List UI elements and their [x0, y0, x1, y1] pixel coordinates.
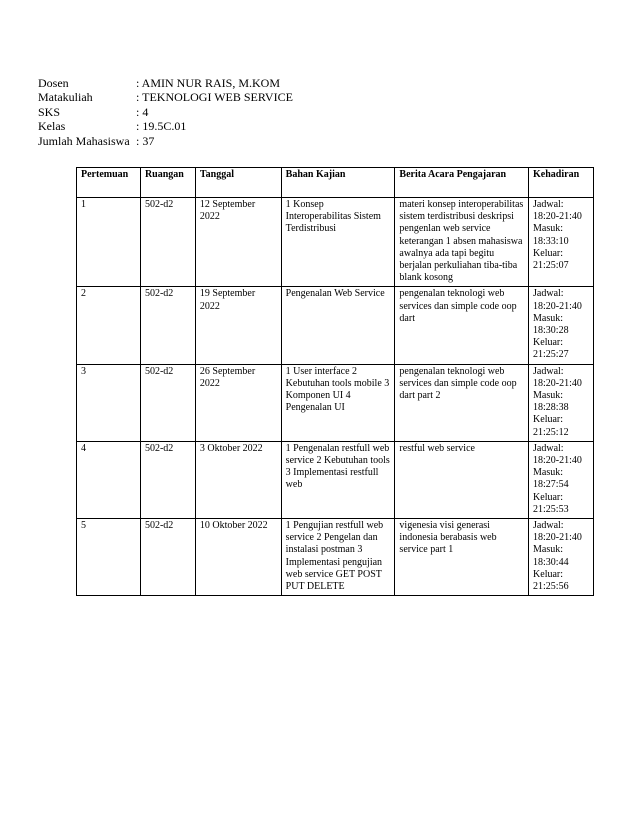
info-row-kelas — [38, 119, 293, 133]
cell-tanggal: 10 Oktober 2022 — [195, 519, 281, 596]
cell-ruangan: 502-d2 — [140, 519, 195, 596]
header-berita-acara: Berita Acara Pengajaran — [395, 168, 529, 198]
attendance-table — [76, 167, 594, 596]
table-row — [77, 364, 594, 441]
cell-berita-acara: pengenalan teknologi web services dan simple code oop dart part 2 — [395, 364, 529, 441]
cell-bahan-kajian: 1 User interface 2 Kebutuhan tools mobile 3 Komponen UI 4 Pengenalan UI — [281, 364, 395, 441]
cell-ruangan: 502-d2 — [140, 287, 195, 364]
table-header-row — [77, 168, 594, 198]
info-label: SKS — [38, 104, 61, 119]
cell-pertemuan: 1 — [77, 198, 141, 287]
info-label: Jumlah Mahasiswa — [38, 133, 130, 148]
info-row-sks — [38, 105, 293, 119]
cell-kehadiran: Jadwal: 18:20-21:40 Masuk: 18:33:10 Keluar: 21:25:07 — [529, 198, 594, 287]
table-row — [77, 519, 594, 596]
cell-ruangan: 502-d2 — [140, 198, 195, 287]
info-row-jumlah-mahasiswa — [38, 134, 293, 148]
info-label: Dosen — [38, 76, 69, 90]
cell-berita-acara: pengenalan teknologi web services dan simple code oop dart — [395, 287, 529, 364]
cell-bahan-kajian: 1 Pengenalan restfull web service 2 Kebutuhan tools 3 Implementasi restfull web — [281, 441, 395, 518]
cell-bahan-kajian: 1 Konsep Interoperabilitas Sistem Terdistribusi — [281, 198, 395, 287]
table-row — [77, 287, 594, 364]
info-value: : 4 — [136, 104, 149, 119]
course-info — [38, 76, 293, 148]
cell-pertemuan: 4 — [77, 441, 141, 518]
cell-ruangan: 502-d2 — [140, 364, 195, 441]
info-value: : 37 — [136, 133, 155, 148]
cell-tanggal: 26 September 2022 — [195, 364, 281, 441]
info-value: : AMIN NUR RAIS, M.KOM — [136, 76, 281, 90]
cell-kehadiran: Jadwal: 18:20-21:40 Masuk: 18:28:38 Keluar: 21:25:12 — [529, 364, 594, 441]
cell-pertemuan: 2 — [77, 287, 141, 364]
info-value: : 19.5C.01 — [136, 119, 187, 134]
cell-berita-acara: restful web service — [395, 441, 529, 518]
cell-bahan-kajian: 1 Pengujian restfull web service 2 Pengelan dan instalasi postman 3 Implementasi pengujian web service GET POST PUT DELETE — [281, 519, 395, 596]
info-row-dosen — [38, 76, 293, 90]
cell-tanggal: 12 September 2022 — [195, 198, 281, 287]
cell-kehadiran: Jadwal: 18:20-21:40 Masuk: 18:30:28 Keluar: 21:25:27 — [529, 287, 594, 364]
header-bahan-kajian: Bahan Kajian — [281, 168, 395, 198]
header-ruangan: Ruangan — [140, 168, 195, 198]
cell-berita-acara: vigenesia visi generasi indonesia berabasis web service part 1 — [395, 519, 529, 596]
header-tanggal: Tanggal — [195, 168, 281, 198]
table-row — [77, 441, 594, 518]
cell-pertemuan: 3 — [77, 364, 141, 441]
cell-bahan-kajian: Pengenalan Web Service — [281, 287, 395, 364]
cell-kehadiran: Jadwal: 18:20-21:40 Masuk: 18:27:54 Keluar: 21:25:53 — [529, 441, 594, 518]
cell-ruangan: 502-d2 — [140, 441, 195, 518]
cell-berita-acara: materi konsep interoperabilitas sistem terdistribusi deskripsi pengenlan web service keterangan 1 absen mahasiswa awalnya ada tapi begitu berjalan perkuliahan tiba-tiba blank kosong — [395, 198, 529, 287]
header-kehadiran: Kehadiran — [529, 168, 594, 198]
info-row-matakuliah — [38, 90, 293, 104]
cell-tanggal: 3 Oktober 2022 — [195, 441, 281, 518]
cell-tanggal: 19 September 2022 — [195, 287, 281, 364]
header-pertemuan: Pertemuan — [77, 168, 141, 198]
table-row — [77, 198, 594, 287]
cell-kehadiran: Jadwal: 18:20-21:40 Masuk: 18:30:44 Keluar: 21:25:56 — [529, 519, 594, 596]
info-label: Matakuliah — [38, 90, 93, 105]
info-label: Kelas — [38, 119, 66, 134]
info-value: : TEKNOLOGI WEB SERVICE — [136, 90, 293, 105]
cell-pertemuan: 5 — [77, 519, 141, 596]
